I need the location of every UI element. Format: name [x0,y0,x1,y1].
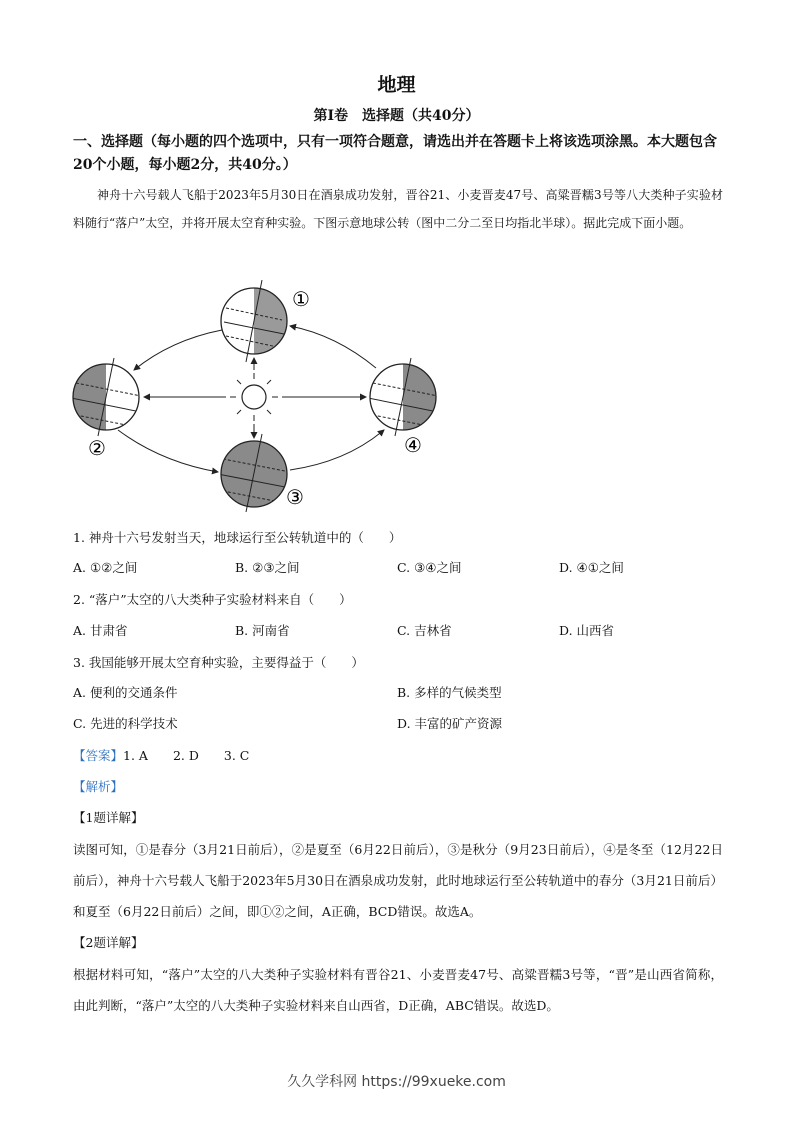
q3-option-b: B. 多样的气候类型 [397,685,502,700]
q1-option-b: B. ②③之间 [235,560,300,575]
question-1-stem: 1. 神舟十六号发射当天，地球运行至公转轨道中的（ ） [73,530,402,545]
q1-option-c: C. ③④之间 [397,560,462,575]
detail-1-head: 【1题详解】 [73,810,144,825]
section-instructions: 一、选择题（每小题的四个选项中，只有一项符合题意，请选出并在答题卡上将该选项涂黑。本大题包含20个小题，每小题2分，共40分。） [73,134,717,173]
q1-option-d: D. ④①之间 [559,560,624,575]
detail-2-text: 根据材料可知，“落户”太空的八大类种子实验材料有晋谷21、小麦晋麦47号、高粱晋糯3号等，“晋”是山西省简称，由此判断，“落户”太空的八大类种子实验材料来自山西省，D正确，ABC错误。故选D。 [73,967,723,1013]
q2-option-a: A. 甘肃省 [73,623,128,638]
reading-passage: 神舟十六号载人飞船于2023年5月30日在酒泉成功发射，晋谷21、小麦晋麦47号、高粱晋糯3号等八大类种子实验材料随行“落户”太空，并将开展太空育种实验。下图示意地球公转（图中二分二至日均指北半球）。据此完成下面小题。 [73,188,723,230]
answer-line [73,746,249,764]
q2-option-b: B. 河南省 [235,623,290,638]
detail-2-head: 【2题详解】 [73,935,144,950]
q3-option-a: A. 便利的交通条件 [73,685,178,700]
answer-text: 1. A 2. D 3. C [123,748,250,763]
q2-option-d: D. 山西省 [559,623,615,638]
label-2: ② [88,436,106,460]
label-3: ③ [286,485,304,509]
q3-option-c: C. 先进的科学技术 [73,716,178,731]
q1-option-a: A. ①②之间 [73,560,138,575]
analysis-tag: 【解析】 [73,779,124,794]
q3-option-d: D. 丰富的矿产资源 [397,716,503,731]
label-4: ④ [404,433,422,457]
question-3-stem: 3. 我国能够开展太空育种实验，主要得益于（ ） [73,655,364,670]
detail-1-text: 读图可知，①是春分（3月21日前后），②是夏至（6月22日前后），③是秋分（9月23日前后），④是冬至（12月22日前后），神舟十六号载人飞船于2023年5月30日在酒泉成功发射，此时地球运行至公转轨道中的春分（3月21日前后）和夏至（6月22日前后）之间，即①②之间，A正确，BCD错误。故选A。 [73,842,723,919]
section-subtitle: 第Ⅰ卷 选择题（共40分） [313,108,480,124]
answer-tag: 【答案】 [73,748,124,763]
q2-option-c: C. 吉林省 [397,623,452,638]
question-2-stem: 2. “落户”太空的八大类种子实验材料来自（ ） [73,592,352,607]
earth-revolution-diagram-full [66,280,446,512]
footer-watermark: 久久学科网 https://99xueke.com [287,1074,506,1090]
page-title: 地理 [377,74,416,96]
label-1: ① [292,287,310,311]
